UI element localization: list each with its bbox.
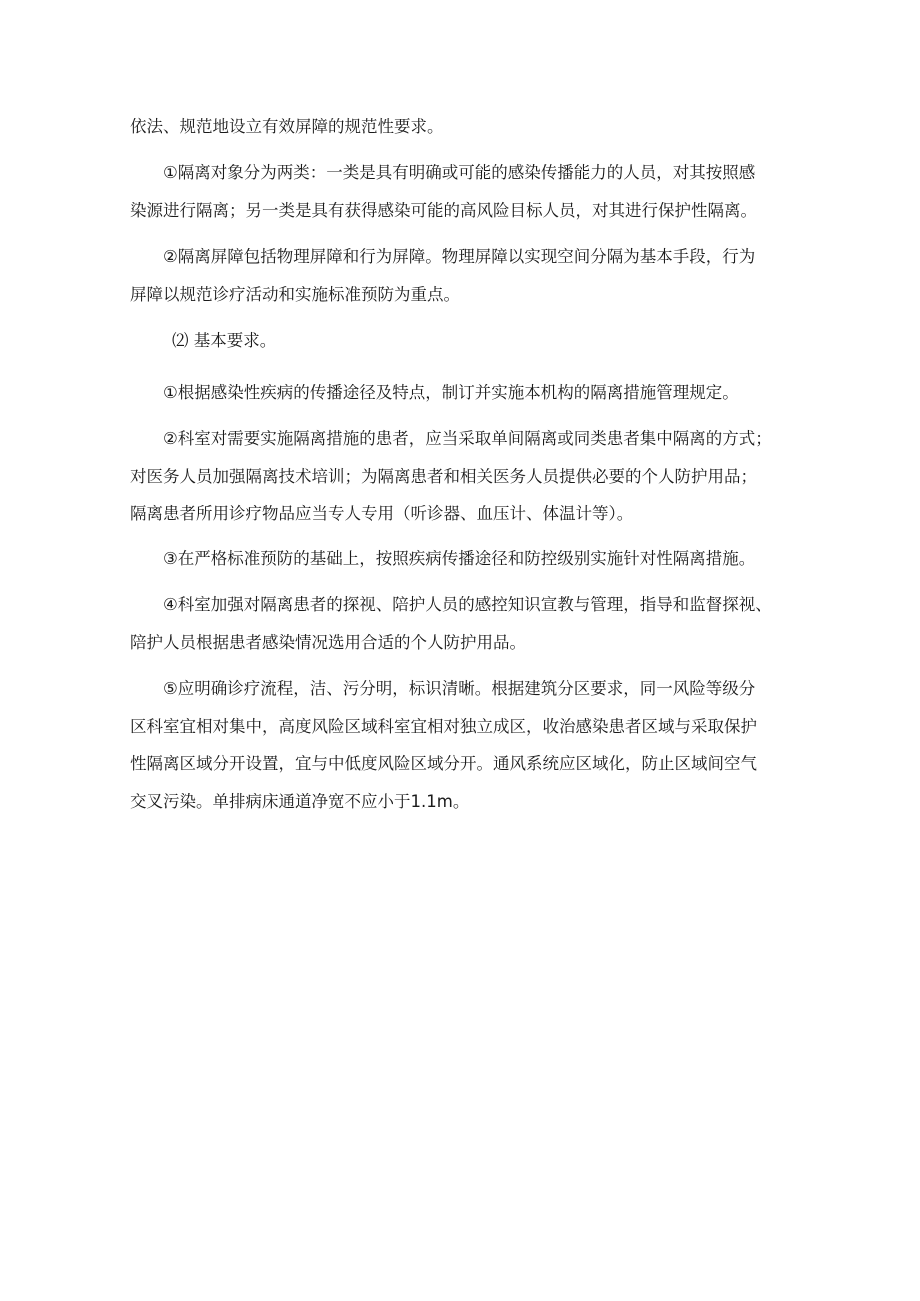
text-line: ⑤应明确诊疗流程，洁、污分明，标识清晰。根据建筑分区要求，同一风险等级分	[163, 679, 756, 698]
text-line: ④科室加强对隔离患者的探视、陪护人员的感控知识宣教与管理，指导和监督探视、	[163, 595, 772, 614]
paragraph-requirement-4	[130, 586, 772, 661]
paragraph-intro	[130, 108, 444, 146]
text-line: ③在严格标准预防的基础上，按照疾病传播途径和防控级别实施针对性隔离措施。	[163, 549, 756, 568]
text-line: ⑵ 基本要求。	[172, 331, 277, 350]
paragraph-requirement-2	[130, 420, 772, 533]
text-line: ②隔离屏障包括物理屏障和行为屏障。物理屏障以实现空间分隔为基本手段，行为	[163, 247, 756, 266]
text-line: 对医务人员加强隔离技术培训；为隔离患者和相关医务人员提供必要的个人防护用品；	[130, 466, 757, 486]
paragraph-requirement-3	[130, 540, 755, 578]
text-line: 性隔离区域分开设置，宜与中低度风险区域分开。通风系统应区域化，防止区域间空气	[130, 754, 757, 773]
text-line: ①隔离对象分为两类：一类是具有明确或可能的感染传播能力的人员，对其按照感	[163, 163, 756, 182]
paragraph-isolation-barriers	[130, 238, 755, 313]
paragraph-requirement-1	[130, 374, 739, 412]
section-heading-basic-requirements	[172, 322, 276, 360]
paragraph-isolation-targets	[130, 154, 757, 229]
text-line: 交叉污染。单排病床通道净宽不应小于1.1m。	[130, 791, 470, 811]
text-line: 区科室宜相对集中，高度风险区域科室宜相对独立成区，收治感染患者区域与采取保护	[130, 716, 757, 736]
text-line: 隔离患者所用诊疗物品应当专人专用（听诊器、血压计、体温计等）。	[130, 504, 634, 523]
text-line: ①根据感染性疾病的传播途径及特点，制订并实施本机构的隔离措施管理规定。	[163, 383, 739, 402]
text-line: ②科室对需要实施隔离措施的患者，应当采取单间隔离或同类患者集中隔离的方式；	[163, 429, 772, 448]
text-line: 依法、规范地设立有效屏障的规范性要求。	[130, 117, 444, 136]
text-line: 屏障以规范诊疗活动和实施标准预防为重点。	[130, 284, 460, 304]
paragraph-requirement-5	[130, 670, 757, 820]
text-line: 陪护人员根据患者感染情况选用合适的个人防护用品。	[130, 632, 526, 652]
text-line: 染源进行隔离；另一类是具有获得感染可能的高风险目标人员，对其进行保护性隔离。	[130, 200, 757, 220]
